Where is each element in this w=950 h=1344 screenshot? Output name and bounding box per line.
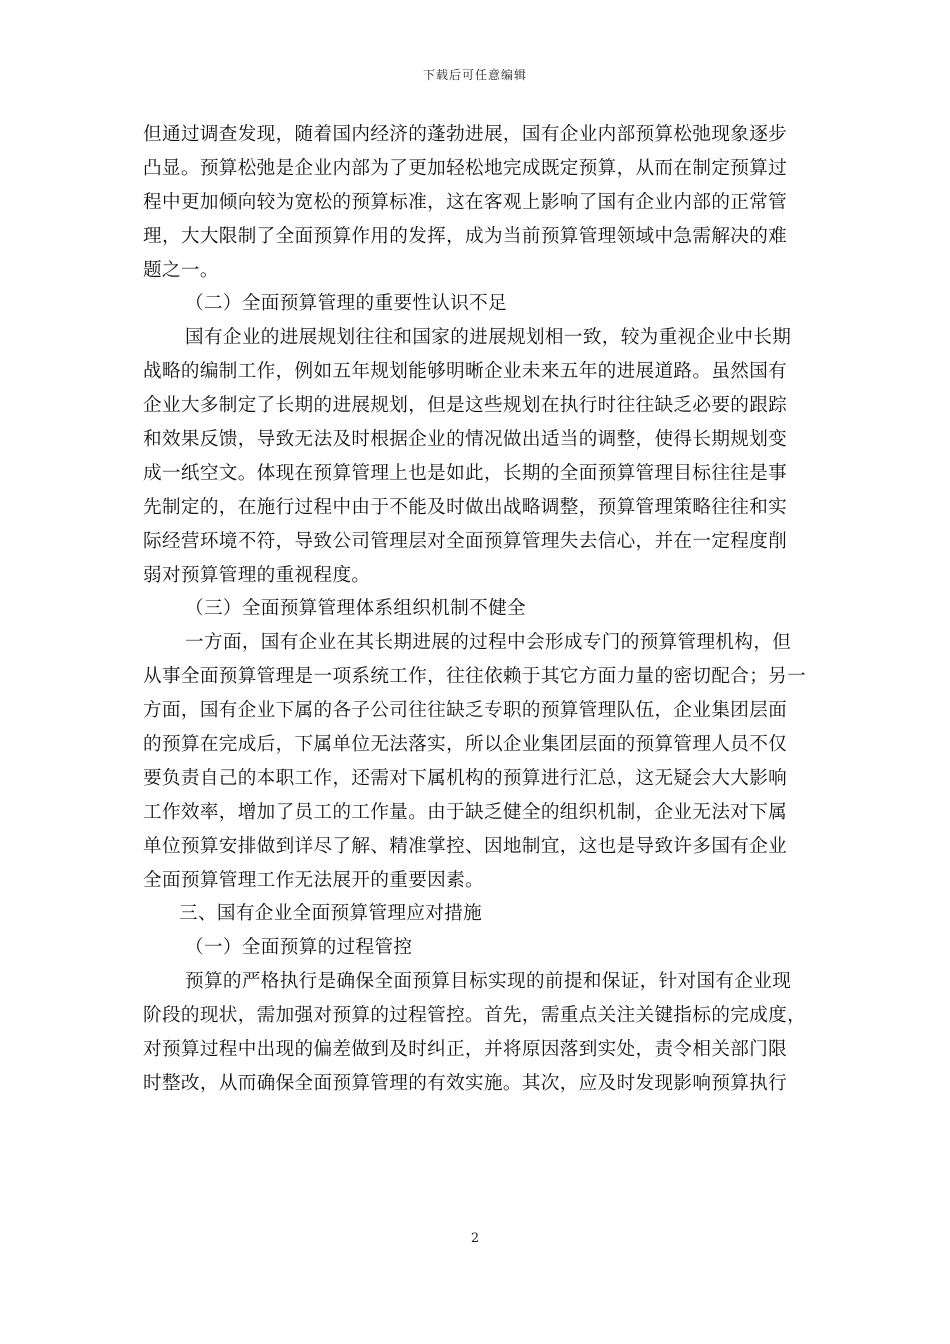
text-line: 阶段的现状，需加强对预算的过程管控。首先，需重点关注关键指标的完成度，	[143, 1005, 807, 1027]
text-line: 全面预算管理工作无法展开的重要因素。	[143, 869, 484, 891]
text-line: 从事全面预算管理是一项系统工作，往往依赖于其它方面力量的密切配合；另一	[143, 666, 807, 688]
text-line: 国有企业的进展规划往往和国家的进展规划相一致，较为重视企业中长期	[185, 327, 792, 349]
section-heading: （一）全面预算的过程管控	[185, 937, 413, 959]
text-line: 对预算过程中出现的偏差做到及时纠正，并将原因落到实处，责令相关部门限	[143, 1039, 788, 1061]
text-line: 际经营环境不符，导致公司管理层对全面预算管理失去信心，并在一定程度削	[143, 530, 788, 552]
text-line: 但通过调查发现，随着国内经济的蓬勃进展，国有企业内部预算松弛现象逐步	[143, 124, 788, 145]
text-line: 题之一。	[143, 259, 219, 281]
text-line: 要负责自己的本职工作，还需对下属机构的预算进行汇总，这无疑会大大影响	[143, 767, 788, 789]
text-line: 程中更加倾向较为宽松的预算标准，这在客观上影响了国有企业内部的正常管	[143, 191, 788, 213]
text-line: 时整改，从而确保全面预算管理的有效实施。其次，应及时发现影响预算执行	[143, 1072, 788, 1094]
page-number: 2	[470, 1231, 480, 1246]
section-heading: （三）全面预算管理体系组织机制不健全	[185, 598, 526, 620]
page-header: 下载后可任意编辑	[422, 68, 527, 82]
text-line: 理，大大限制了全面预算作用的发挥，成为当前预算管理领域中急需解决的难	[143, 225, 788, 247]
text-line: 战略的编制工作，例如五年规划能够明晰企业未来五年的进展道路。虽然国有	[143, 361, 788, 383]
text-line: 先制定的，在施行过程中由于不能及时做出战略调整，预算管理策略往往和实	[143, 496, 788, 518]
text-line: 企业大多制定了长期的进展规划，但是这些规划在执行时往往缺乏必要的跟踪	[143, 395, 788, 417]
text-line: 预算的严格执行是确保全面预算目标实现的前提和保证，针对国有企业现	[185, 971, 792, 993]
text-line: 工作效率，增加了员工的工作量。由于缺乏健全的组织机制，企业无法对下属	[143, 801, 788, 823]
text-line: 单位预算安排做到详尽了解、精准掌控、因地制宜，这也是导致许多国有企业	[143, 835, 788, 857]
text-line: 一方面，国有企业在其长期进展的过程中会形成专门的预算管理机构，但	[185, 632, 792, 654]
text-line: 凸显。预算松弛是企业内部为了更加轻松地完成既定预算，从而在制定预算过	[143, 157, 788, 179]
document-body	[143, 118, 811, 1101]
text-line: 的预算在完成后，下属单位无法落实，所以企业集团层面的预算管理人员不仅	[143, 734, 788, 756]
text-line: 弱对预算管理的重视程度。	[143, 564, 371, 586]
text-line: 和效果反馈，导致无法及时根据企业的情况做出适当的调整，使得长期规划变	[143, 429, 788, 451]
section-heading: （二）全面预算管理的重要性认识不足	[185, 293, 508, 315]
text-line: 方面，国有企业下属的各子公司往往缺乏专职的预算管理队伍，企业集团层面	[143, 700, 788, 722]
text-line: 成一纸空文。体现在预算管理上也是如此，长期的全面预算管理目标往往是事	[143, 462, 788, 484]
section-heading: 三、国有企业全面预算管理应对措施	[179, 903, 483, 925]
